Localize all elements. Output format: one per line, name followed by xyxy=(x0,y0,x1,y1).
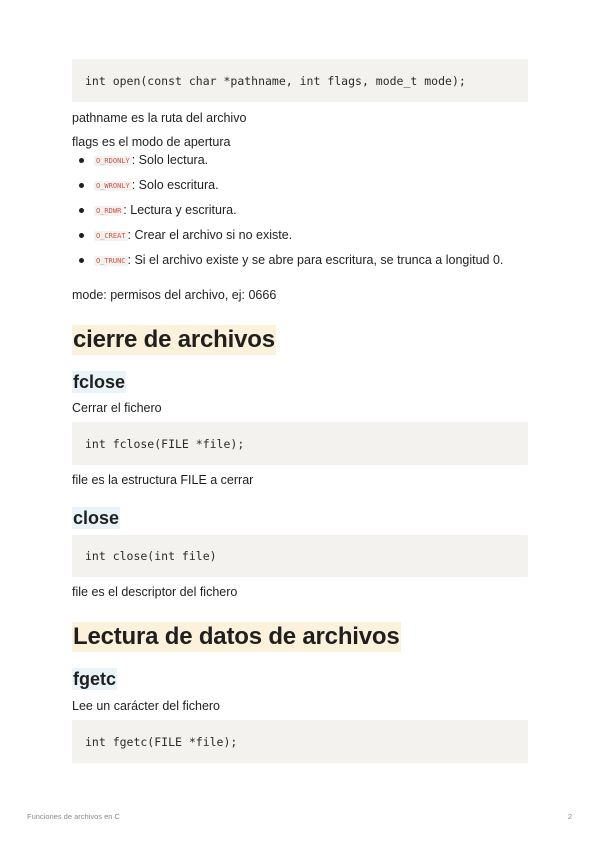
heading-lectura: Lectura de datos de archivos xyxy=(73,623,400,650)
list-item xyxy=(72,252,542,277)
heading-fgetc: fgetc xyxy=(73,669,117,689)
fclose-code-block: int fclose(FILE *file); xyxy=(72,422,528,465)
inline-code: O_WRONLY xyxy=(96,182,130,190)
close-note: file es el descriptor del fichero xyxy=(72,585,238,599)
bullet-icon xyxy=(79,258,84,263)
mode-description: mode: permisos del archivo, ej: 0666 xyxy=(72,288,277,302)
footer-title: Funciones de archivos en C xyxy=(27,812,120,821)
list-item xyxy=(72,152,542,177)
bullet-icon xyxy=(79,158,84,163)
list-item xyxy=(72,227,542,252)
bullet-icon xyxy=(79,233,84,238)
flags-list xyxy=(72,152,542,277)
flag-description: : Solo lectura. xyxy=(131,153,209,167)
flag-description: : Lectura y escritura. xyxy=(123,203,237,217)
open-code-block: int open(const char *pathname, int flags, mode_t mode); xyxy=(72,59,528,102)
inline-code: O_TRUNC xyxy=(96,257,126,265)
fclose-description: Cerrar el fichero xyxy=(72,401,162,415)
heading-close: close xyxy=(73,508,120,528)
fclose-note: file es la estructura FILE a cerrar xyxy=(72,473,254,487)
list-item xyxy=(72,177,542,202)
close-code-block: int close(int file) xyxy=(72,535,528,577)
fgetc-description: Lee un carácter del fichero xyxy=(72,699,221,713)
fgetc-code-block: int fgetc(FILE *file); xyxy=(72,720,528,763)
pathname-description: pathname es la ruta del archivo xyxy=(72,111,247,125)
flags-description: flags es el modo de apertura xyxy=(72,135,231,149)
heading-fclose: fclose xyxy=(73,372,126,392)
flag-description: : Si el archivo existe y se abre para escritura, se trunca a longitud 0. xyxy=(127,253,504,267)
inline-code: O_RDONLY xyxy=(96,157,130,165)
list-item xyxy=(72,202,542,227)
heading-cierre: cierre de archivos xyxy=(73,326,275,353)
flag-description: : Crear el archivo si no existe. xyxy=(127,228,293,242)
bullet-icon xyxy=(79,183,84,188)
bullet-icon xyxy=(79,208,84,213)
inline-code: O_RDWR xyxy=(96,207,122,215)
flag-description: : Solo escritura. xyxy=(131,178,219,192)
inline-code: O_CREAT xyxy=(96,232,126,240)
page-number: 2 xyxy=(567,812,572,821)
